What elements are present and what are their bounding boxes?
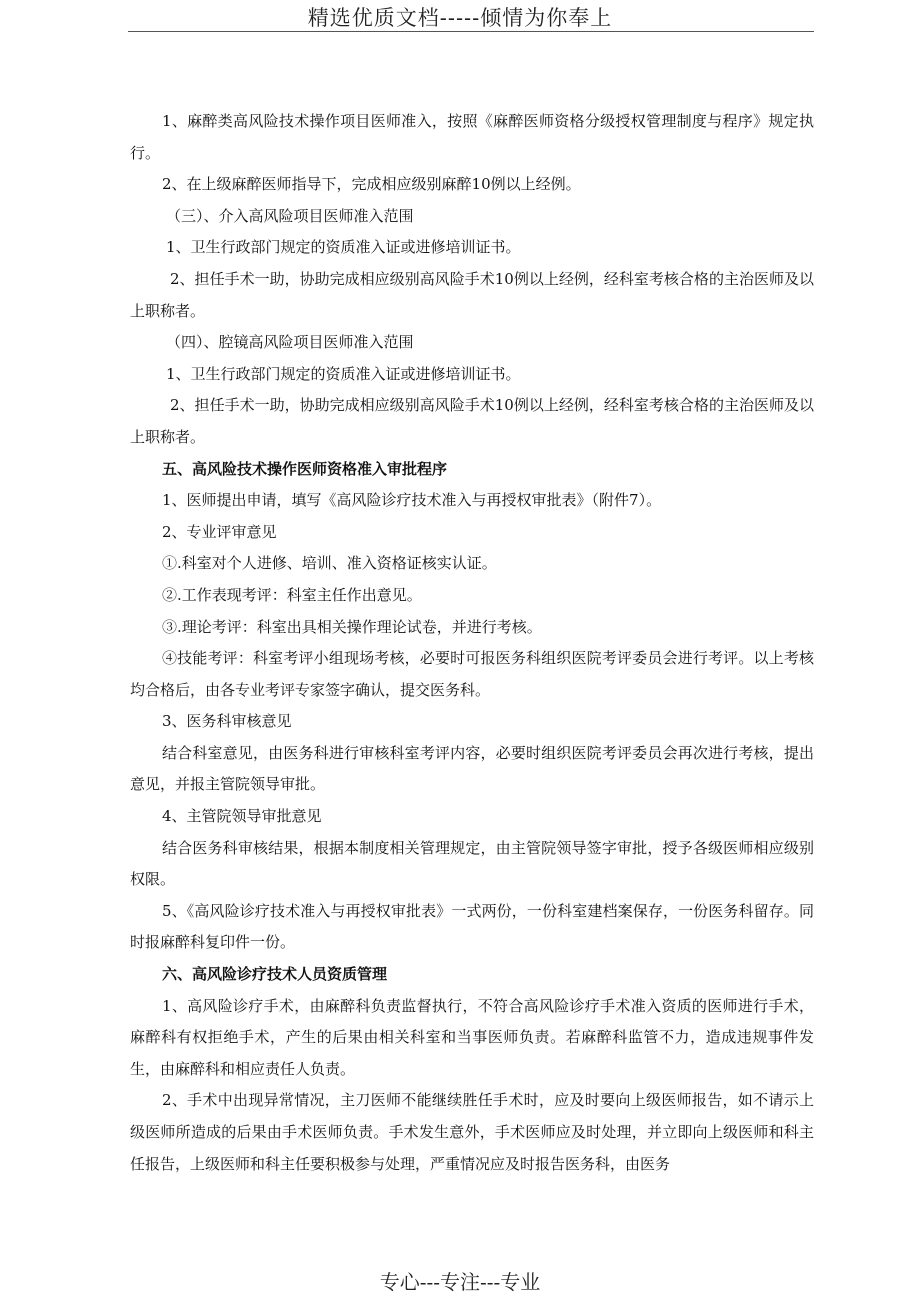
- paragraph: ②.工作表现考评：科室主任作出意见。: [162, 585, 422, 604]
- paragraph: ①.科室对个人进修、培训、准入资格证核实认证。: [162, 554, 497, 573]
- section-heading: 五、高风险技术操作医师资格准入审批程序: [162, 459, 448, 478]
- paragraph: 结合科室意见，由医务科进行审核科室考评内容，必要时组织医院考评委员会再次进行考核，提出意见，并报主管院领导审批。: [130, 743, 814, 794]
- paragraph: 2、担任手术一助，协助完成相应级别高风险手术10例以上经例，经科室考核合格的主治医师及以上职称者。: [130, 396, 814, 446]
- paragraph: 1、卫生行政部门规定的资质准入证或进修培训证书。: [166, 364, 521, 383]
- paragraph: 4、主管院领导审批意见: [162, 807, 322, 826]
- page-footer-text: 专心---专注---专业: [379, 1270, 541, 1294]
- section-heading: 六、高风险诊疗技术人员资质管理: [162, 965, 388, 984]
- paragraph: 结合医务科审核结果，根据本制度相关管理规定，由主管院领导签字审批，授予各级医师相应级别权限。: [130, 838, 814, 889]
- paragraph: 5、《高风险诊疗技术准入与再授权审批表》一式两份，一份科室建档案保存，一份医务科留存。同时报麻醉科复印件一份。: [130, 901, 814, 952]
- subsection-heading: （三）、介入高风险项目医师准入范围: [166, 206, 414, 225]
- paragraph: 2、担任手术一助，协助完成相应级别高风险手术10例以上经例，经科室考核合格的主治医师及以上职称者。: [130, 269, 814, 320]
- subsection-heading: （四）、腔镜高风险项目医师准入范围: [166, 333, 414, 352]
- paragraph: 1、高风险诊疗手术，由麻醉科负责监督执行，不符合高风险诊疗手术准入资质的医师进行手术，麻醉科有权拒绝手术，产生的后果由相关科室和当事医师负责。若麻醉科监管不力，造成违规事件发生，由麻醉科和相应责任人负责。: [130, 996, 814, 1078]
- paragraph: ④技能考评：科室考评小组现场考核，必要时可报医务科组织医院考评委员会进行考评。以上考核均合格后，由各专业考评专家签字确认，提交医务科。: [130, 649, 814, 699]
- paragraph: ③.理论考评：科室出具相关操作理论试卷，并进行考核。: [162, 617, 542, 636]
- paragraph: 2、在上级麻醉医师指导下，完成相应级别麻醉10例以上经例。: [162, 175, 581, 194]
- document-body: [130, 106, 814, 1180]
- paragraph: 1、卫生行政部门规定的资质准入证或进修培训证书。: [166, 238, 521, 257]
- paragraph: 1、医师提出申请，填写《高风险诊疗技术准入与再授权审批表》（附件7）。: [162, 491, 662, 510]
- paragraph: 2、专业评审意见: [162, 522, 277, 541]
- page-header-title: 精选优质文档-----倾情为你奉上: [307, 6, 613, 30]
- paragraph: 3、医务科审核意见: [162, 712, 292, 731]
- header-divider: [128, 31, 814, 32]
- paragraph: 1、麻醉类高风险技术操作项目医师准入，按照《麻醉医师资格分级授权管理制度与程序》规定执行。: [130, 112, 814, 162]
- paragraph: 2、手术中出现异常情况，主刀医师不能继续胜任手术时，应及时要向上级医师报告，如不请示上级医师所造成的后果由手术医师负责。手术发生意外，手术医师应及时处理，并立即向上级医师和科主任报告，上级医师和科主任要积极参与处理，严重情况应及时报告医务科，由医务: [130, 1091, 814, 1173]
